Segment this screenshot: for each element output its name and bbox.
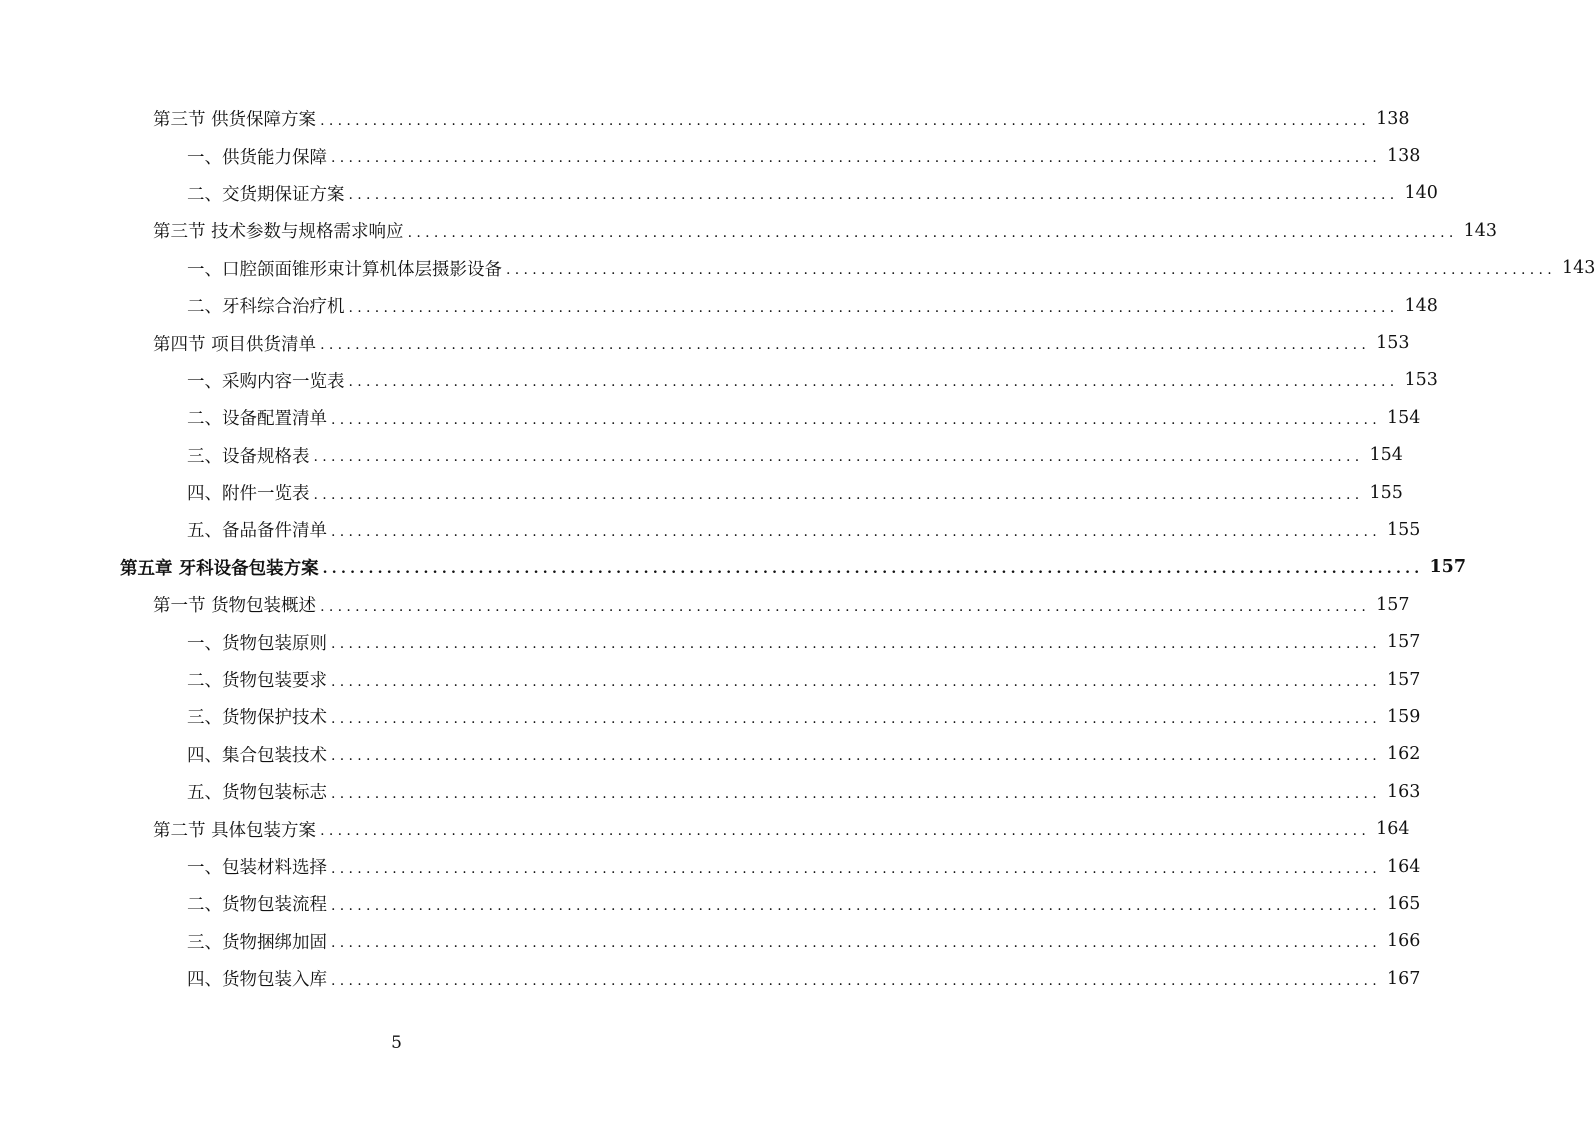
toc-entry-title: 四、附件一览表 [187,480,314,505]
toc-dot-leader: ........................................................................................................................ [331,636,1382,653]
toc-dot-leader: ........................................................................................................................ [348,374,1399,391]
toc-entry-title: 五、货物包装标志 [187,779,331,804]
toc-entry-page: 140 [1404,183,1438,204]
toc-entry-page: 167 [1387,968,1421,989]
toc-dot-leader: ........................................................................................................................ [331,860,1382,877]
toc-dot-leader: ........................................................................................................................ [331,748,1382,765]
toc-dot-leader: ........................................................................................................................ [320,112,1371,129]
toc-entry[interactable] [0,362,1438,399]
toc-entry-page: 166 [1387,931,1421,952]
toc-entry-title: 第一节 货物包装概述 [153,592,320,617]
toc-entry-title: 第二节 具体包装方案 [153,817,320,842]
toc-dot-leader: ........................................................................................................................ [331,710,1382,727]
toc-entry-title: 一、供货能力保障 [187,144,331,169]
toc-entry-title: 四、货物包装入库 [187,966,331,991]
toc-entry-page: 154 [1387,407,1421,428]
toc-entry-title: 三、货物保护技术 [187,704,331,729]
toc-dot-leader: ........................................................................................................................ [331,673,1382,690]
toc-dot-leader: ........................................................................................................................ [407,224,1458,241]
toc-dot-leader: ........................................................................................................................ [348,187,1399,204]
toc-dot-leader: ........................................................................................................................ [506,262,1557,279]
toc-dot-leader: ........................................................................................................................ [313,449,1364,466]
toc-entry-page: 155 [1387,519,1421,540]
toc-entry[interactable] [0,623,1421,660]
toc-entry[interactable] [0,511,1421,548]
toc-dot-leader: ........................................................................................................................ [320,598,1371,615]
toc-dot-leader: ........................................................................................................................ [331,785,1382,802]
table-of-contents [0,100,1595,997]
toc-dot-leader: ........................................................................................................................ [331,935,1382,952]
toc-entry-title: 三、设备规格表 [187,443,314,468]
toc-dot-leader: ........................................................................................................................ [322,561,1424,578]
toc-entry-page: 164 [1376,819,1410,840]
toc-entry-title: 二、设备配置清单 [187,405,331,430]
toc-entry-title: 四、集合包装技术 [187,742,331,767]
toc-entry-title: 第三节 供货保障方案 [153,106,320,131]
toc-entry[interactable] [0,736,1421,773]
toc-entry[interactable] [0,810,1410,847]
toc-entry-page: 148 [1404,295,1438,316]
toc-entry[interactable] [0,175,1438,212]
toc-dot-leader: ........................................................................................................................ [320,337,1371,354]
toc-entry-title: 二、牙科综合治疗机 [187,293,349,318]
toc-entry-title: 一、包装材料选择 [187,854,331,879]
toc-entry-title: 第三节 技术参数与规格需求响应 [153,218,408,243]
toc-entry-title: 二、货物包装流程 [187,891,331,916]
toc-entry[interactable] [0,848,1421,885]
toc-entry[interactable] [0,212,1497,249]
toc-dot-leader: ........................................................................................................................ [320,823,1371,840]
toc-entry[interactable] [0,100,1410,137]
toc-dot-leader: ........................................................................................................................ [331,972,1382,989]
toc-entry-page: 138 [1387,146,1421,167]
toc-entry-page: 157 [1429,557,1467,578]
toc-entry-title: 一、采购内容一览表 [187,368,349,393]
toc-entry[interactable] [0,287,1438,324]
toc-entry[interactable] [0,661,1421,698]
toc-dot-leader: ........................................................................................................................ [331,411,1382,428]
toc-entry-title: 第四节 项目供货清单 [153,331,320,356]
toc-dot-leader: ........................................................................................................................ [331,150,1382,167]
toc-entry-title: 一、口腔颌面锥形束计算机体层摄影设备 [187,256,506,281]
toc-entry-page: 154 [1369,445,1403,466]
toc-entry[interactable] [0,437,1403,474]
toc-entry-page: 138 [1376,108,1410,129]
toc-entry-title: 五、备品备件清单 [187,517,331,542]
toc-entry-page: 159 [1387,706,1421,727]
toc-entry-page: 164 [1387,856,1421,877]
toc-entry-title: 三、货物捆绑加固 [187,929,331,954]
toc-entry[interactable] [0,586,1410,623]
toc-entry[interactable] [0,923,1421,960]
toc-entry-title: 二、货物包装要求 [187,667,331,692]
toc-entry[interactable] [0,698,1421,735]
toc-entry-page: 157 [1387,669,1421,690]
toc-entry-page: 163 [1387,781,1421,802]
toc-entry-page: 143 [1562,258,1595,279]
toc-entry-page: 157 [1387,632,1421,653]
toc-dot-leader: ........................................................................................................................ [313,486,1364,503]
toc-entry[interactable] [0,399,1421,436]
toc-entry[interactable] [0,773,1421,810]
toc-entry-page: 153 [1376,333,1410,354]
toc-entry[interactable] [0,474,1403,511]
toc-entry-page: 143 [1463,220,1497,241]
page-number: 5 [391,1033,402,1053]
toc-entry-page: 165 [1387,893,1421,914]
toc-entry-title: 二、交货期保证方案 [187,181,349,206]
toc-entry[interactable] [0,549,1467,586]
toc-entry-title: 一、货物包装原则 [187,630,331,655]
toc-entry-title: 第五章 牙科设备包装方案 [120,555,323,580]
toc-entry[interactable] [0,960,1421,997]
toc-entry[interactable] [0,137,1421,174]
toc-entry[interactable] [0,250,1595,287]
toc-entry[interactable] [0,324,1410,361]
toc-dot-leader: ........................................................................................................................ [331,523,1382,540]
toc-dot-leader: ........................................................................................................................ [348,299,1399,316]
toc-entry-page: 153 [1404,370,1438,391]
toc-entry-page: 155 [1369,482,1403,503]
toc-dot-leader: ........................................................................................................................ [331,897,1382,914]
toc-entry[interactable] [0,885,1421,922]
toc-entry-page: 162 [1387,744,1421,765]
toc-entry-page: 157 [1376,594,1410,615]
